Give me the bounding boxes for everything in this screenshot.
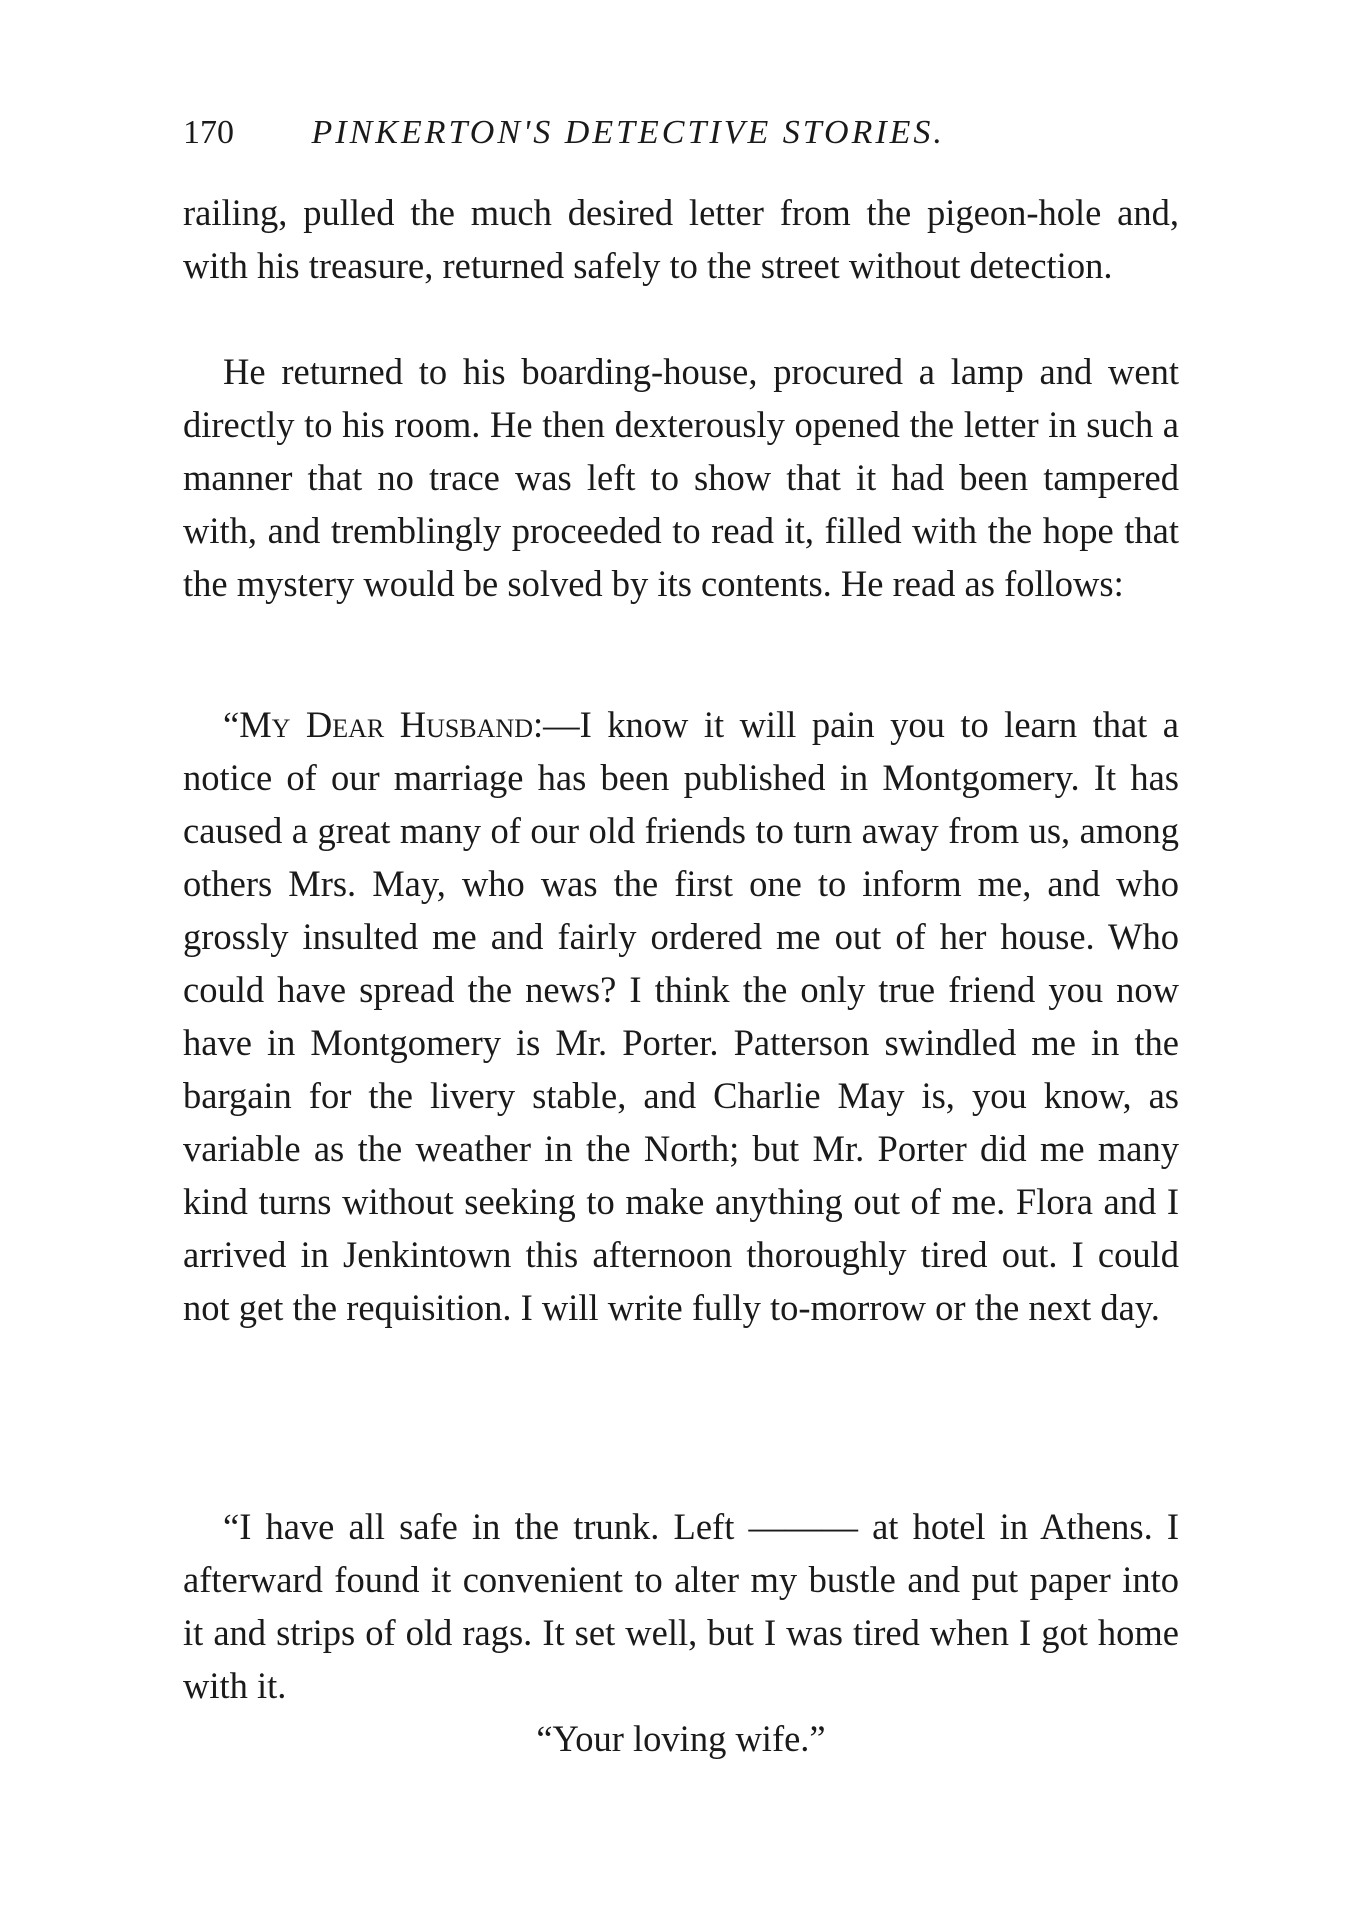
letter-body-paragraph <box>183 698 1179 1334</box>
page-number: 170 <box>183 114 234 151</box>
letter-open-quote: “ <box>223 704 240 745</box>
letter-salutation: My Dear Husband <box>239 704 533 745</box>
letter-salutation-separator: :— <box>532 704 580 745</box>
running-title: PINKERTON'S DETECTIVE STORIES. <box>311 114 945 151</box>
page-header <box>183 108 1063 158</box>
paragraph-opening-letter: He returned to his boarding-house, procured a lamp and went directly to his room. He then dexterously opened the letter in such a manner that no trace was left to show that it had been tampered with, and tremblingly proceeded to read it, filled with the hope that the mystery would be solved by its contents. He read as follows: <box>183 351 1179 604</box>
letter-closing: “Your loving wife.” <box>536 1718 826 1759</box>
paragraph-continuation: railing, pulled the much desired letter from the pigeon-hole and, with his treasure, returned safely to the street without detection. <box>183 192 1179 286</box>
letter-postscript: “I have all safe in the trunk. Left ——— at hotel in Athens. I afterward found it convenient to alter my bustle and put paper into it and strips of old rags. It set well, but I was tired when I got home with it. <box>183 1506 1179 1706</box>
letter-body: I know it will pain you to learn that a notice of our marriage has been published in Montgomery. It has caused a great many of our old friends to turn away from us, among others Mrs. May, who was the first one to inform me, and who grossly insulted me and fairly ordered me out of her house. Who could have spread the news? I think the only true friend you now have in Montgomery is Mr. Porter. Patterson swindled me in the bargain for the livery stable, and Charlie May is, you know, as variable as the weather in the North; but Mr. Porter did me many kind turns without seeking to make anything out of me. Flora and I arrived in Jenkintown this afternoon thoroughly tired out. I could not get the requisition. I will write fully to-morrow or the next day. <box>183 704 1179 1328</box>
